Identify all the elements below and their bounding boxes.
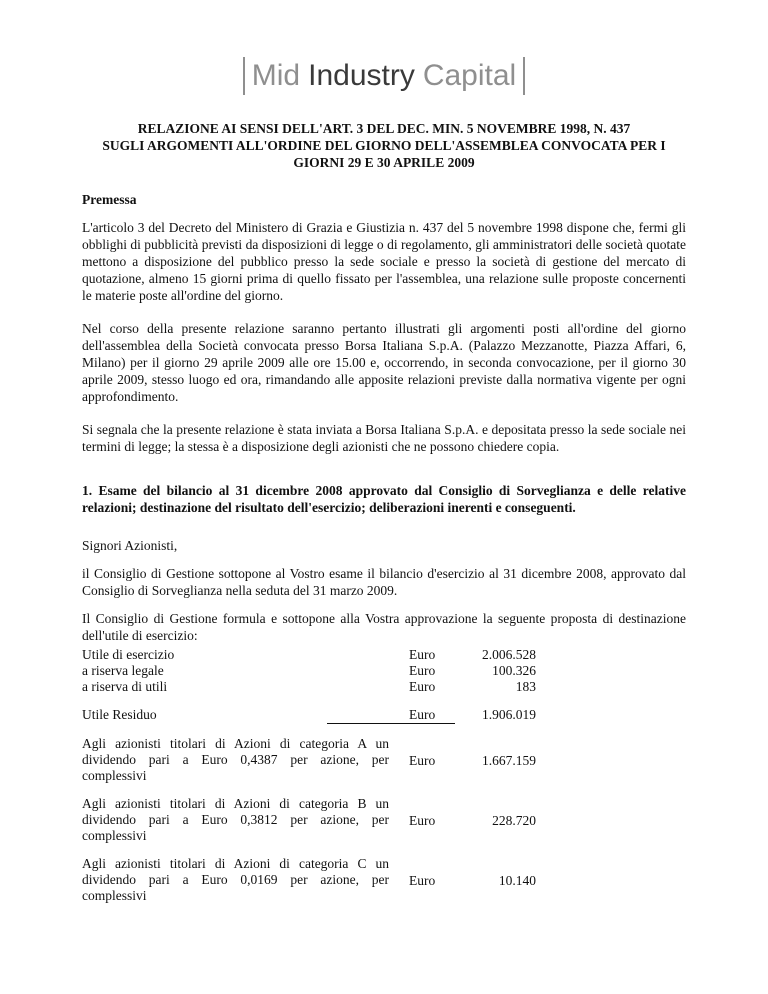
- premessa-paragraph-3: Si segnala che la presente relazione è stata inviata a Borsa Italiana S.p.A. e depositata presso la sede sociale nei termini di legge; la stessa è a disposizione degli azionisti che ne possono chiedere copia.: [82, 422, 686, 454]
- dividend-currency: Euro: [409, 813, 436, 828]
- section-1-heading: 1. Esame del bilancio al 31 dicembre 2008 approvato dal Consiglio di Sorveglianza e delle relative relazioni; destinazione del risultato dell'esercizio; deliberazioni inerenti e conseguenti.: [82, 483, 686, 515]
- dividend-amount: 10.140: [498, 873, 536, 888]
- premessa-paragraph-2: Nel corso della presente relazione saranno pertanto illustrati gli argomenti posti all'ordine del giorno dell'assemblea della Società convocata presso Borsa Italiana S.p.A. (Palazzo Mezzanotte, Piazza Affari, 6, Milano) per il giorno 29 aprile 2009 alle ore 15.00 e, occorrendo, in seconda convocazione, per il giorno 30 aprile 2009, stesso luogo ed ora, rimandando alle apposite relazioni previste dalla normativa vigente per ogni approfondimento.: [82, 321, 686, 404]
- allocation-amount: 2.006.528: [482, 647, 536, 662]
- logo-word-capital: Capital: [422, 59, 517, 92]
- premessa-paragraph-1: L'articolo 3 del Decreto del Ministero di Grazia e Giustizia n. 437 del 5 novembre 1998 dispone che, fermi gli obblighi di pubblicità previsti da disposizioni di legge o di regolamento, gli amministratori delle società quotate mettono a disposizione del pubblico presso la sede sociale e presso la società di gestione del mercato di quotazione, almeno 15 giorni prima di quello fissato per l'assemblea, una relazione sulle proposte concernenti le materie poste all'ordine del giorno.: [82, 220, 686, 303]
- title-line-1: RELAZIONE AI SENSI DELL'ART. 3 DEL DEC. MIN. 5 NOVEMBRE 1998, N. 437: [137, 121, 631, 136]
- premessa-heading: Premessa: [82, 192, 137, 207]
- dividend-amount: 1.667.159: [482, 753, 536, 768]
- logo-word-industry: Industry: [308, 59, 415, 92]
- allocation-label: a riserva di utili: [82, 679, 168, 694]
- allocation-label: a riserva legale: [82, 663, 164, 678]
- logo-right-bar: [523, 57, 525, 95]
- salutation: Signori Azionisti,: [82, 538, 178, 553]
- logo-left-bar: [243, 57, 245, 95]
- residual-amount: 1.906.019: [482, 707, 536, 722]
- dividend-currency: Euro: [409, 753, 436, 768]
- dividend-label: Agli azionisti titolari di Azioni di categoria B un dividendo pari a Euro 0,3812 per azione, per complessivi: [82, 796, 389, 843]
- company-logo: [226, 52, 542, 100]
- dividend-currency: Euro: [409, 873, 436, 888]
- title-line-2: SUGLI ARGOMENTI ALL'ORDINE DEL GIORNO DELL'ASSEMBLEA CONVOCATA PER I: [102, 138, 666, 153]
- section-1-paragraph-1: il Consiglio di Gestione sottopone al Vostro esame il bilancio d'esercizio al 31 dicembre 2008, approvato dal Consiglio di Sorveglianza nella seduta del 31 marzo 2009.: [82, 566, 686, 598]
- residual-label: Utile Residuo: [82, 707, 157, 722]
- document-title: [82, 120, 686, 171]
- residual-currency: Euro: [409, 707, 436, 722]
- allocation-label: Utile di esercizio: [82, 647, 175, 662]
- residual-underline: [327, 723, 455, 724]
- title-line-3: GIORNI 29 E 30 APRILE 2009: [293, 155, 475, 170]
- dividend-label: Agli azionisti titolari di Azioni di categoria A un dividendo pari a Euro 0,4387 per azione, per complessivi: [82, 736, 389, 783]
- section-1-paragraph-2: Il Consiglio di Gestione formula e sottopone alla Vostra approvazione la seguente proposta di destinazione dell'utile di esercizio:: [82, 611, 686, 643]
- allocation-currency: Euro: [409, 679, 436, 694]
- allocation-currency: Euro: [409, 663, 436, 678]
- dividend-amount: 228.720: [492, 813, 536, 828]
- allocation-amount: 100.326: [492, 663, 536, 678]
- allocation-amount: 183: [515, 679, 536, 694]
- allocation-currency: Euro: [409, 647, 436, 662]
- logo-word-mid: Mid: [251, 59, 301, 92]
- dividend-label: Agli azionisti titolari di Azioni di categoria C un dividendo pari a Euro 0,0169 per azione, per complessivi: [82, 856, 389, 903]
